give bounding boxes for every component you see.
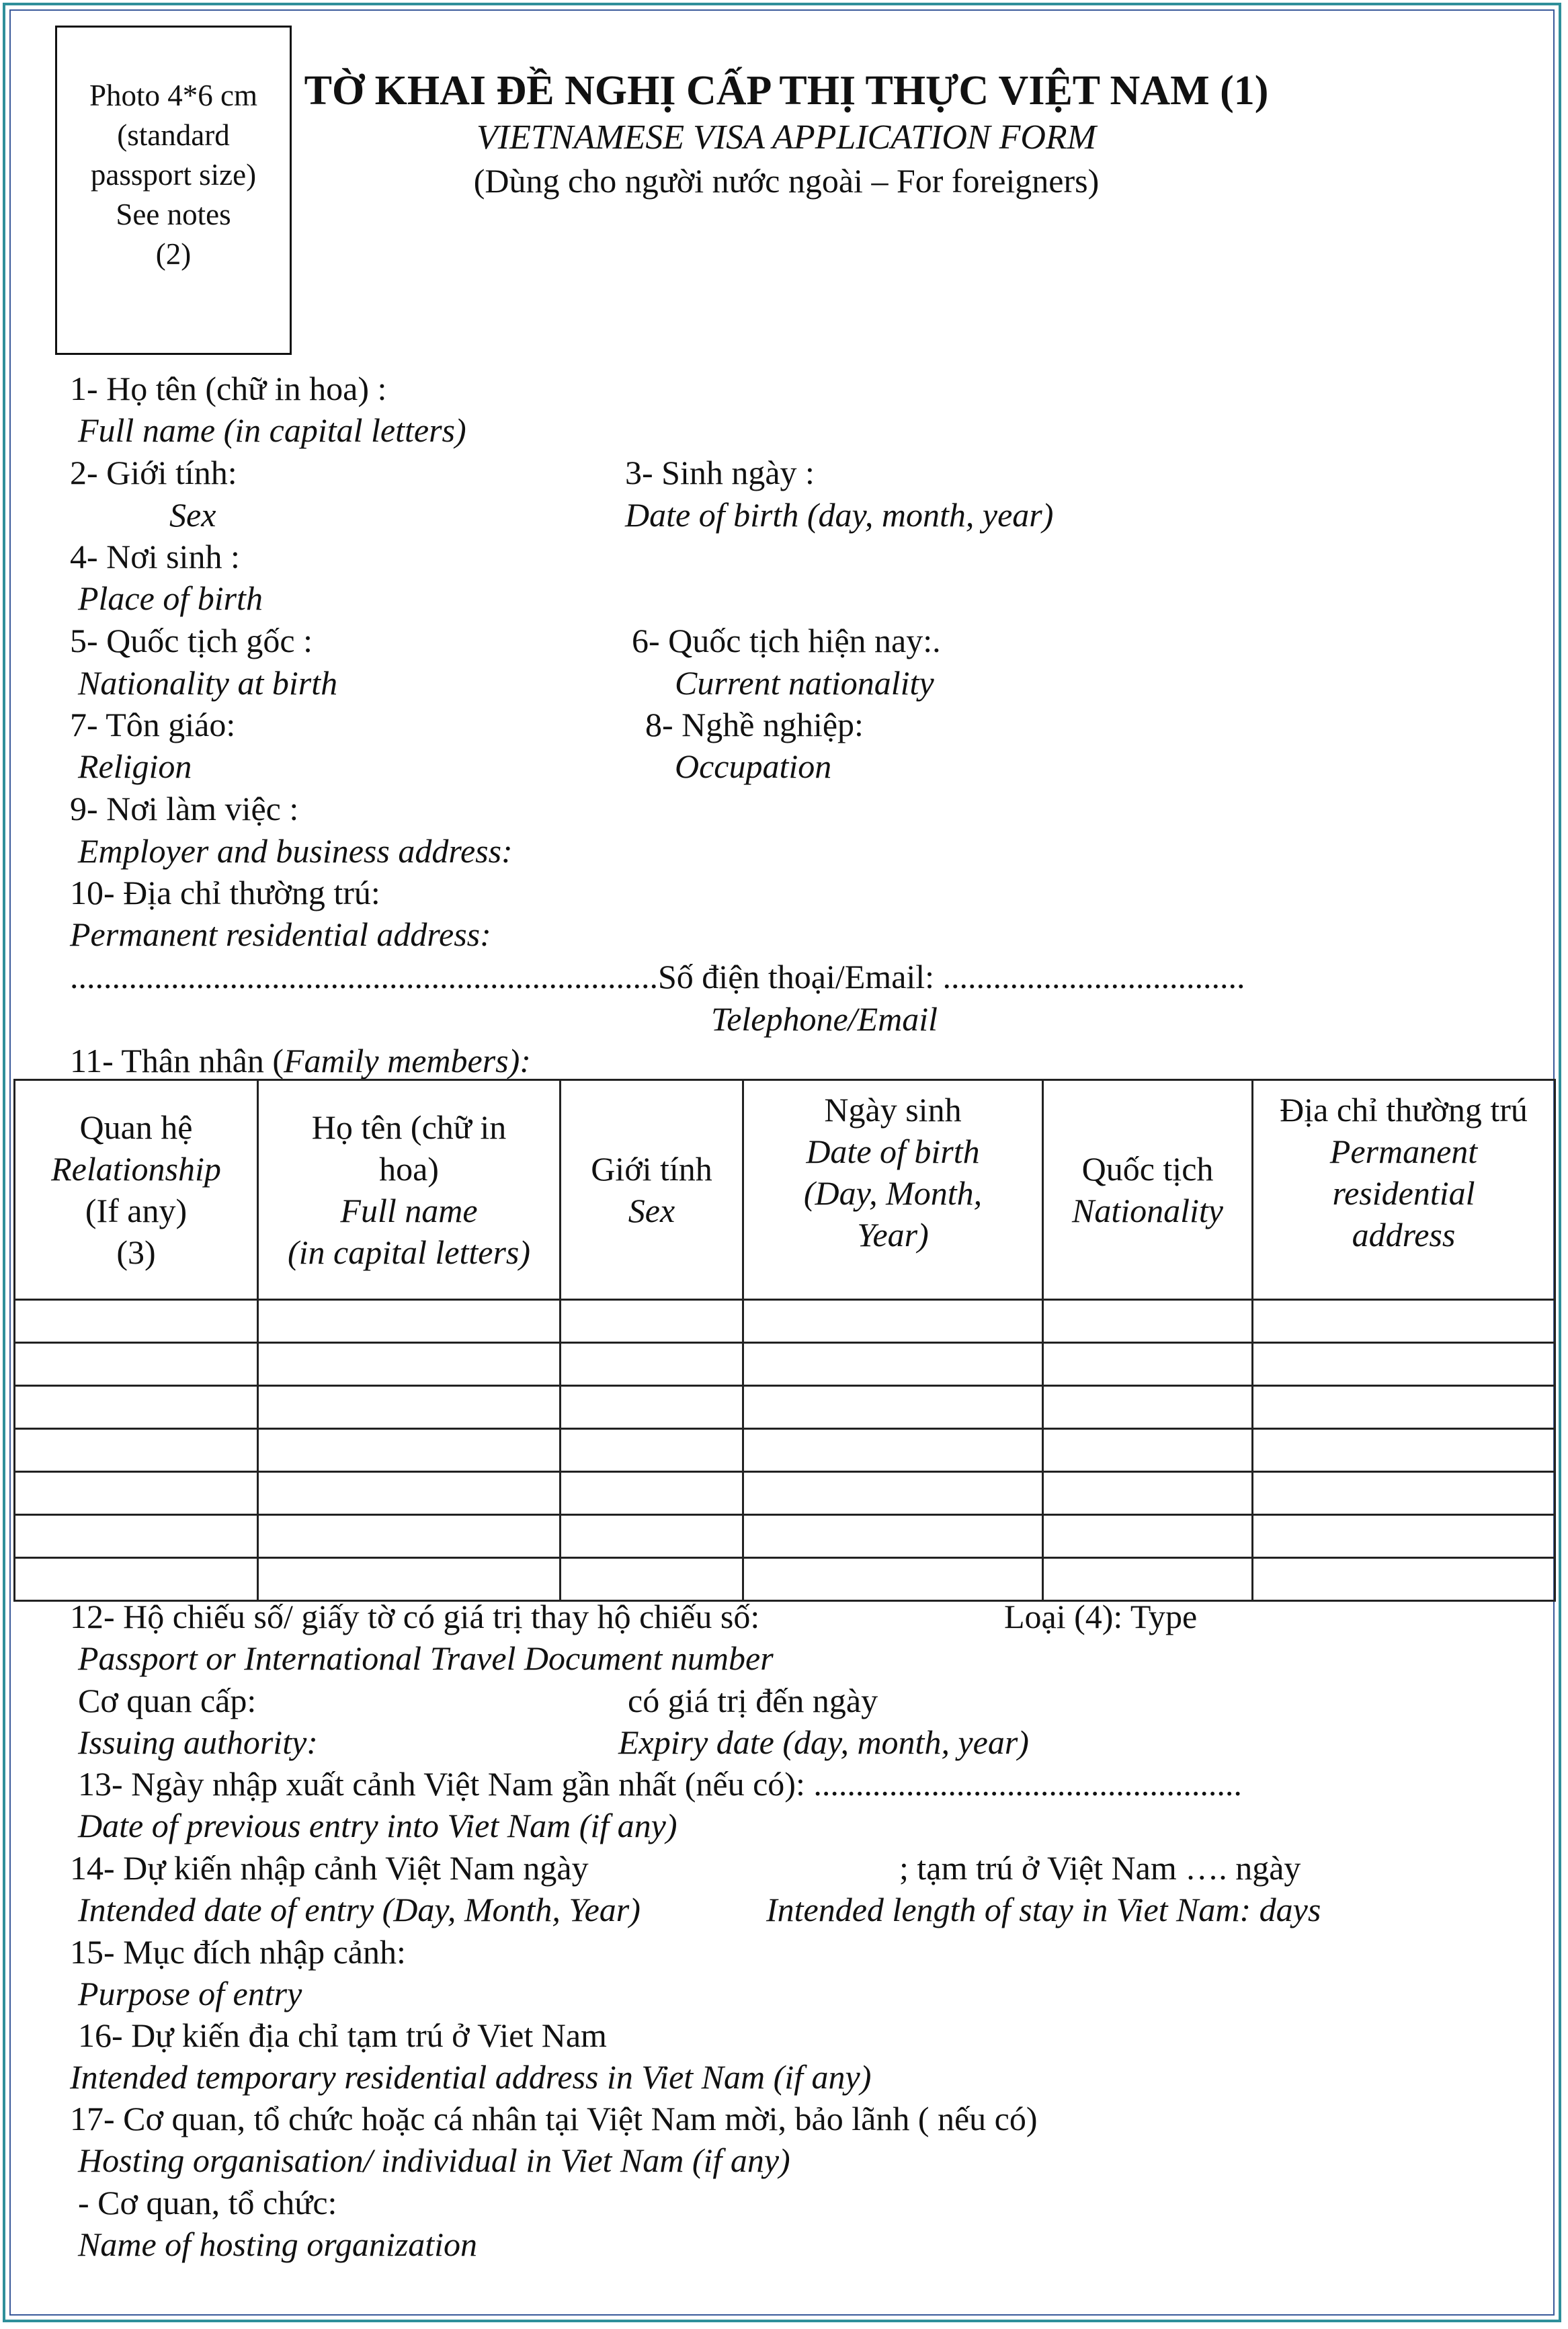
table-row [15, 1343, 1555, 1386]
field-7-label: 7- Tôn giáo: [70, 706, 236, 743]
table-cell[interactable] [743, 1343, 1043, 1386]
field-5-label-en: Nationality at birth [78, 664, 338, 702]
hosting-organization-label-en: Name of hosting organization [78, 2225, 478, 2263]
header-en: Permanent residential address [1329, 1133, 1478, 1254]
field-2-label-en: Sex [169, 496, 216, 534]
photo-line: See notes [116, 198, 231, 231]
field-10-label-en: Permanent residential address: [70, 915, 491, 953]
table-cell[interactable] [1043, 1515, 1253, 1558]
header-en: Full name [340, 1192, 478, 1229]
column-header-full-name [258, 1080, 561, 1300]
field-14-label-en: Intended date of entry (Day, Month, Year) [78, 1891, 641, 1928]
field-14-stay-label-en: Intended length of stay in Viet Nam: days [766, 1891, 1321, 1928]
table-cell[interactable] [15, 1300, 258, 1343]
issuing-authority-label: Cơ quan cấp: [78, 1682, 257, 1719]
table-cell[interactable] [561, 1472, 743, 1515]
table-cell[interactable] [15, 1472, 258, 1515]
column-header-permanent-address [1253, 1080, 1555, 1300]
field-16-label-en: Intended temporary residential address in Viet Nam (if any) [70, 2058, 872, 2096]
table-row [15, 1558, 1555, 1601]
photo-placeholder [55, 26, 292, 355]
header-vi: Họ tên (chữ in hoa) [311, 1108, 507, 1188]
field-1-label: 1- Họ tên (chữ in hoa) : [70, 370, 387, 407]
field-10-label: 10- Địa chỉ thường trú: [70, 874, 380, 911]
field-8-label: 8- Nghề nghiệp: [645, 706, 864, 743]
table-row [15, 1429, 1555, 1472]
table-cell[interactable] [1253, 1300, 1555, 1343]
table-cell[interactable] [1043, 1429, 1253, 1472]
field-14-label: 14- Dự kiến nhập cảnh Việt Nam ngày [70, 1849, 589, 1887]
field-17-label: 17- Cơ quan, tổ chức hoặc cá nhân tại Việt Nam mời, bảo lãnh ( nếu có) [70, 2100, 1038, 2137]
header-vi: Địa chỉ thường trú [1280, 1091, 1528, 1129]
table-cell[interactable] [1043, 1300, 1253, 1343]
field-9-label-en: Employer and business address: [78, 832, 513, 870]
field-3-label-en: Date of birth (day, month, year) [625, 496, 1054, 534]
table-cell[interactable] [1253, 1343, 1555, 1386]
table-cell[interactable] [743, 1300, 1043, 1343]
field-13-label: 13- Ngày nhập xuất cảnh Việt Nam gần nhất (nếu có): ................................................... [78, 1765, 1242, 1803]
header-vi: Quan hệ [79, 1108, 193, 1146]
column-header-relationship [15, 1080, 258, 1300]
column-header-sex [561, 1080, 743, 1300]
header-en: Sex [628, 1192, 675, 1229]
table-cell[interactable] [258, 1343, 561, 1386]
expiry-date-label-en: Expiry date (day, month, year) [618, 1723, 1029, 1761]
field-11-label-vi: 11- Thân nhân ( [70, 1042, 284, 1079]
header-extra: (If any) [85, 1192, 188, 1229]
form-audience: (Dùng cho người nước ngoài – For foreigners) [473, 162, 1100, 200]
table-cell[interactable] [15, 1343, 258, 1386]
table-cell[interactable] [561, 1386, 743, 1429]
header-extra: (in capital letters) [287, 1233, 531, 1271]
table-cell[interactable] [258, 1472, 561, 1515]
table-cell[interactable] [1253, 1472, 1555, 1515]
field-2-label: 2- Giới tính: [70, 454, 237, 491]
header-en: Nationality [1072, 1192, 1223, 1229]
photo-line: Photo 4*6 cm [89, 79, 257, 112]
table-cell[interactable] [561, 1558, 743, 1601]
header-vi: Ngày sinh [824, 1091, 962, 1129]
field-5-label: 5- Quốc tịch gốc : [70, 622, 313, 659]
table-row [15, 1472, 1555, 1515]
table-cell[interactable] [15, 1386, 258, 1429]
header-en: Date of birth (Day, Month, Year) [803, 1133, 983, 1254]
field-17-label-en: Hosting organisation/ individual in Viet Nam (if any) [78, 2141, 790, 2179]
table-cell[interactable] [258, 1386, 561, 1429]
issuing-authority-label-en: Issuing authority: [78, 1723, 318, 1761]
form-subtitle: VIETNAMESE VISA APPLICATION FORM [477, 118, 1096, 157]
table-cell[interactable] [561, 1429, 743, 1472]
table-row [15, 1386, 1555, 1429]
field-11-label-en: Family members): [283, 1042, 531, 1079]
table-cell[interactable] [1253, 1386, 1555, 1429]
family-members-table [13, 1079, 1556, 1602]
table-cell[interactable] [258, 1429, 561, 1472]
field-13-label-en: Date of previous entry into Viet Nam (if any) [78, 1807, 677, 1844]
photo-line: (2) [155, 237, 192, 271]
table-cell[interactable] [1253, 1558, 1555, 1601]
table-cell[interactable] [1253, 1515, 1555, 1558]
table-cell[interactable] [1043, 1386, 1253, 1429]
table-cell[interactable] [258, 1515, 561, 1558]
table-cell[interactable] [561, 1343, 743, 1386]
field-8-label-en: Occupation [675, 747, 832, 785]
field-6-label-en: Current nationality [675, 664, 934, 702]
field-9-label: 9- Nơi làm việc : [70, 790, 299, 827]
table-cell[interactable] [561, 1515, 743, 1558]
form-title: TỜ KHAI ĐỀ NGHỊ CẤP THỊ THỰC VIỆT NAM (1) [304, 68, 1269, 114]
phone-email-label-en: Telephone/Email [711, 1000, 938, 1038]
table-cell[interactable] [15, 1515, 258, 1558]
table-cell[interactable] [743, 1558, 1043, 1601]
field-6-label: 6- Quốc tịch hiện nay:. [632, 622, 941, 659]
column-header-nationality [1043, 1080, 1253, 1300]
table-cell[interactable] [743, 1472, 1043, 1515]
field-15-label: 15- Mục đích nhập cảnh: [70, 1933, 406, 1971]
table-row [15, 1515, 1555, 1558]
header-en: Relationship [51, 1150, 221, 1188]
field-3-label: 3- Sinh ngày : [625, 454, 815, 491]
photo-line: passport size) [90, 158, 257, 192]
table-header-row [15, 1080, 1555, 1300]
table-cell[interactable] [258, 1300, 561, 1343]
table-cell[interactable] [743, 1386, 1043, 1429]
header-vi: Giới tính [591, 1150, 712, 1188]
field-12-type-label: Loại (4): Type [1004, 1598, 1198, 1635]
field-12-label: 12- Hộ chiếu số/ giấy tờ có giá trị thay hộ chiếu số: [70, 1598, 760, 1635]
table-cell[interactable] [743, 1515, 1043, 1558]
header-vi: Quốc tịch [1081, 1150, 1214, 1188]
column-header-date-of-birth [743, 1080, 1043, 1300]
field-11-label [70, 1040, 531, 1081]
table-cell[interactable] [1043, 1472, 1253, 1515]
table-cell[interactable] [1253, 1429, 1555, 1472]
table-cell[interactable] [1043, 1558, 1253, 1601]
field-16-label: 16- Dự kiến địa chỉ tạm trú ở Viet Nam [78, 2016, 607, 2054]
photo-line: (standard [117, 118, 230, 152]
field-4-label-en: Place of birth [78, 579, 263, 617]
field-15-label-en: Purpose of entry [78, 1975, 302, 2012]
table-cell[interactable] [1043, 1343, 1253, 1386]
table-cell[interactable] [15, 1558, 258, 1601]
table-cell[interactable] [561, 1300, 743, 1343]
field-4-label: 4- Nơi sinh : [70, 538, 240, 575]
field-12-label-en: Passport or International Travel Document number [78, 1639, 774, 1677]
header-note: (3) [116, 1233, 156, 1271]
table-cell[interactable] [258, 1558, 561, 1601]
expiry-date-label: có giá trị đến ngày [628, 1682, 878, 1719]
phone-email-line: ......................................................................Số điện thoại/Email: .................................... [70, 958, 1245, 995]
table-cell[interactable] [743, 1429, 1043, 1472]
field-1-label-en: Full name (in capital letters) [78, 411, 466, 449]
hosting-organization-label: - Cơ quan, tổ chức: [78, 2184, 337, 2221]
field-7-label-en: Religion [78, 747, 192, 785]
table-row [15, 1300, 1555, 1343]
field-14-stay-label: ; tạm trú ở Việt Nam …. ngày [899, 1849, 1301, 1887]
table-cell[interactable] [15, 1429, 258, 1472]
